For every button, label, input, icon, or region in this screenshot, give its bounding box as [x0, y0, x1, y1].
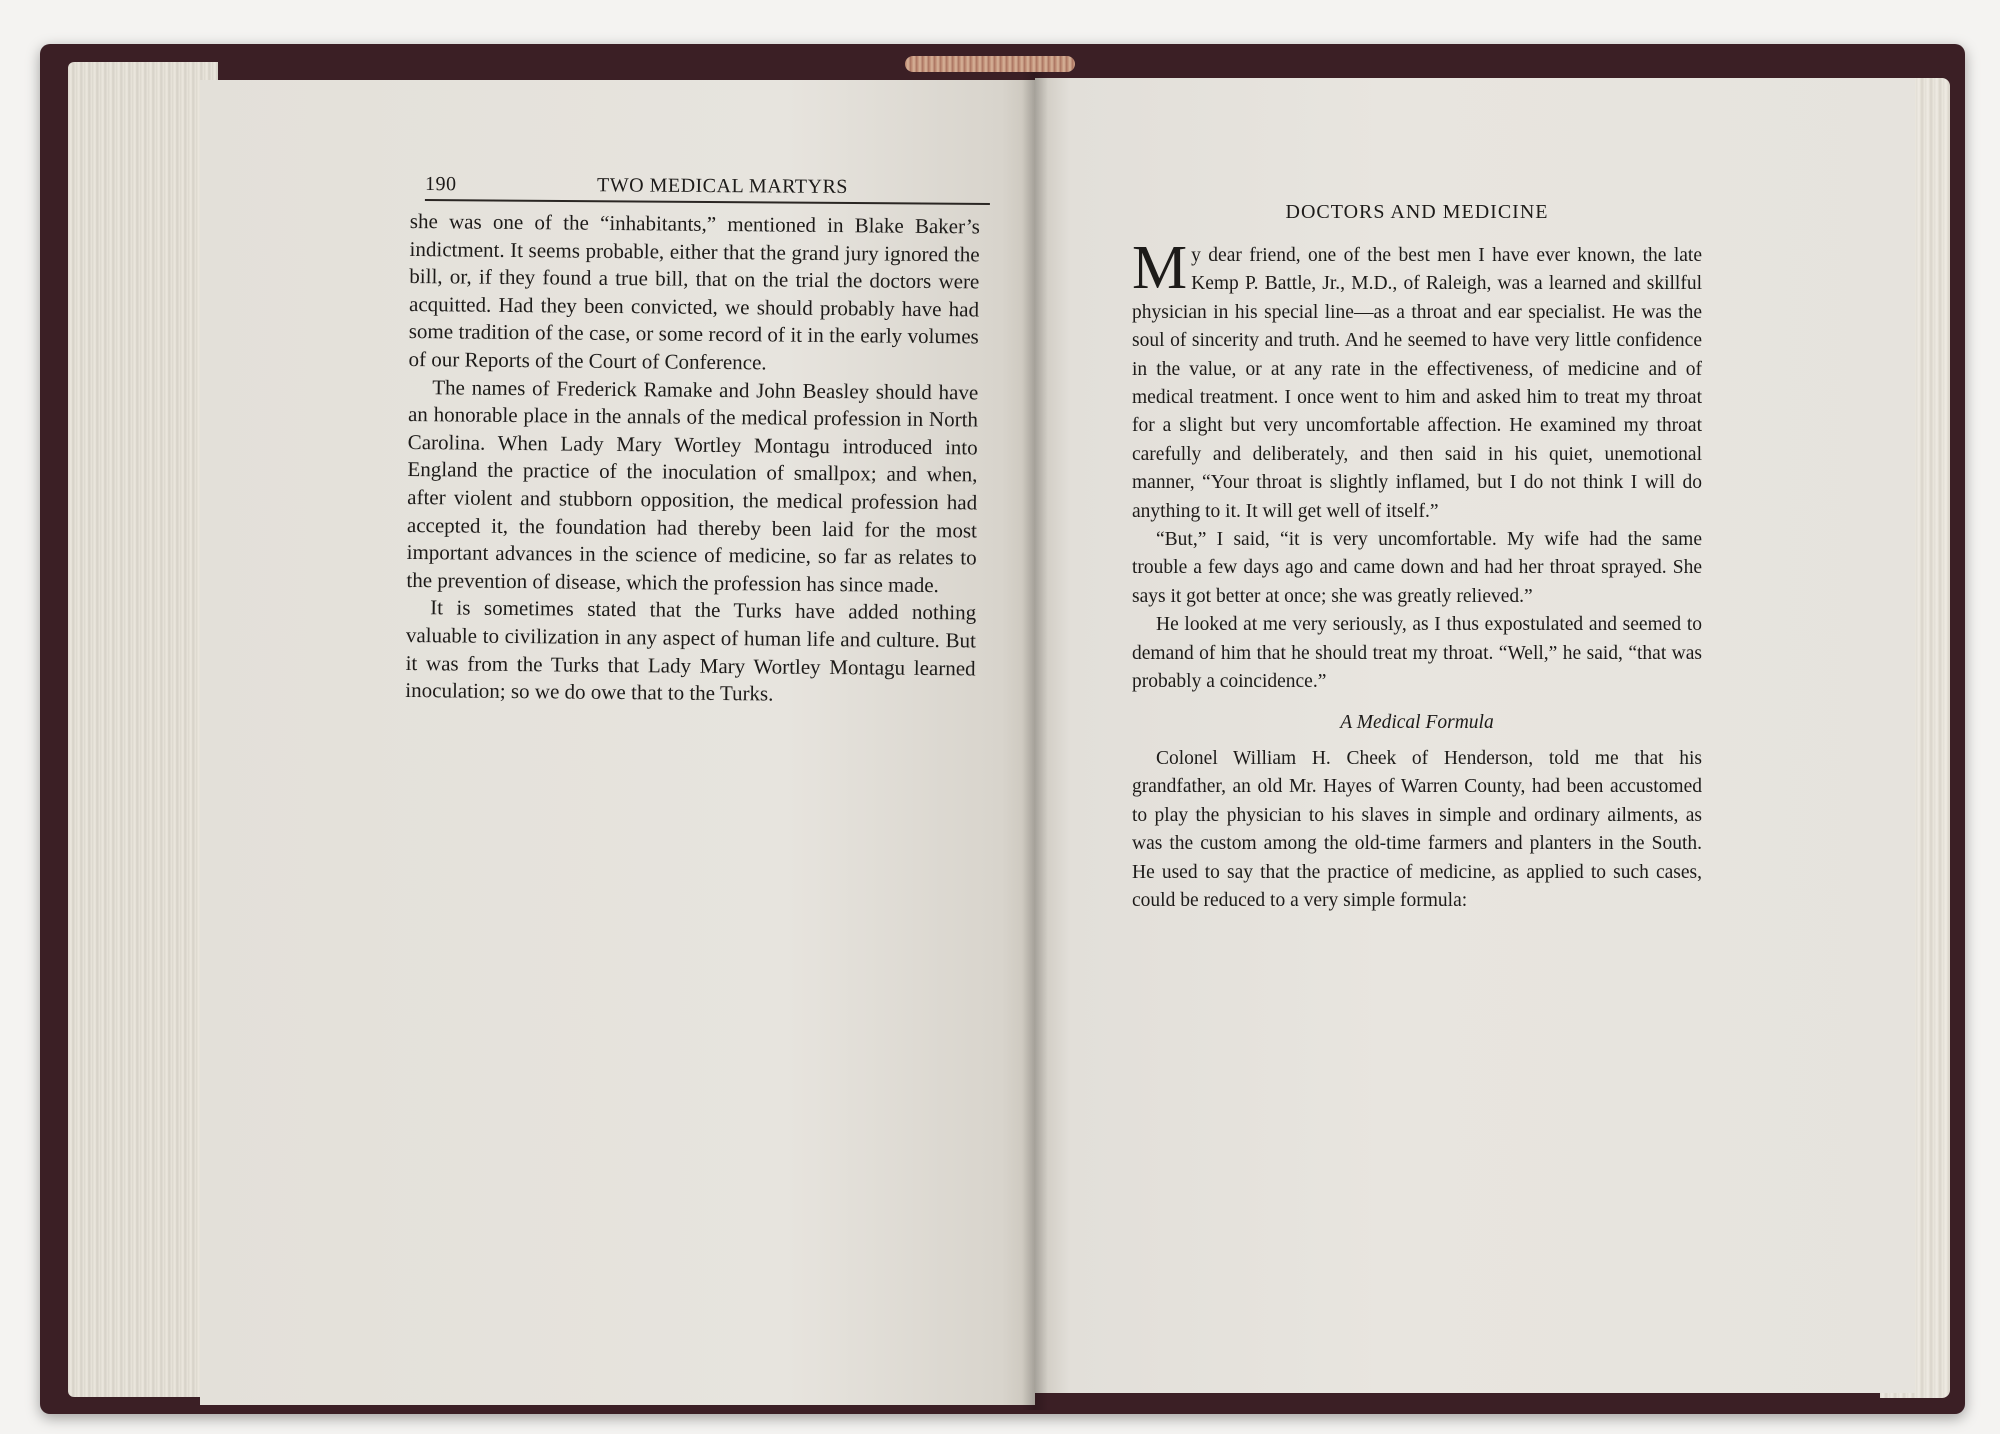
left-paragraph-2: The names of Frederick Ramake and John Beasley should have an honorable place in the annals of the medical profession in North Carolina. When Lady Mary Wortley Montagu introduced into England the practice of the inoculation of smallpox; and when, after violent and stubborn opposition, the medical profession had accepted it, the foundation had thereby been laid for the most important advances in the science of medicine, so far as relates to the prevention of disease, which the profession has since made.: [406, 374, 979, 597]
book-gutter: [1022, 70, 1048, 1410]
running-title: TWO MEDICAL MARTYRS: [596, 174, 849, 198]
left-page-body: [405, 208, 980, 710]
left-page-edges: [68, 62, 218, 1397]
right-paragraph-1-text: y dear friend, one of the best men I have ever known, the late Kemp P. Battle, Jr., M.D., of Raleigh, was a learned and skillful physician in his special line—as a throat and ear specialist. He was the soul of sincerity and truth. And he seemed to have very little confidence in the value, or at any rate in the effectiveness, of medicine and of medical treatment. I once went to him and asked him to treat my throat for a slight but very uncomfortable affection. He examined my throat carefully and deliberately, and then said in his quiet, unemotional manner, “Your throat is slightly inflamed, but I do not think I will do anything to it. It will get well of itself.”: [1132, 245, 1702, 522]
section-title: A Medical Formula: [1340, 711, 1494, 733]
right-paragraph-2: “But,” I said, “it is very uncomfortable. My wife had the same trouble a few days ago and came down and had her throat sprayed. She says it got better at once; she was greatly relieved.”: [1132, 529, 1702, 607]
book-headband: [905, 56, 1075, 72]
right-paragraph-1: [1132, 234, 1702, 526]
page-number: 190: [424, 173, 457, 196]
left-paragraph-1: she was one of the “inhabitants,” mentioned in Blake Baker’s indictment. It seems probable, either that the grand jury ignored the bill, or, if they found a true bill, that on the trial the doctors were acquitted. Had they been convicted, we should probably have had some tradition of the case, or some record of it in the early volumes of our Reports of the Court of Conference.: [408, 208, 980, 375]
running-head: [425, 173, 990, 205]
chapter-title: DOCTORS AND MEDICINE: [1285, 201, 1549, 223]
right-page-body: [1132, 198, 1702, 915]
left-page: [200, 80, 1035, 1405]
right-paragraph-4: Colonel William H. Cheek of Henderson, told me that his grandfather, an old Mr. Hayes of Warren County, had been accustomed to play the physician to his slaves in simple and ordinary ailments, as was the custom among the old-time farmers and planters in the South. He used to say that the practice of medicine, as applied to such cases, could be reduced to a very simple formula:: [1132, 747, 1702, 911]
right-page: [1035, 78, 1915, 1393]
left-paragraph-3: It is sometimes stated that the Turks have added nothing valuable to civilization in any aspect of human life and culture. But it was from the Turks that Lady Mary Wortley Montagu learned inoculation; so we do owe that to the Turks.: [405, 595, 977, 706]
right-paragraph-3: He looked at me very seriously, as I thus expostulated and seemed to demand of him that he should treat my throat. “Well,” he said, “that was probably a coincidence.”: [1132, 614, 1702, 693]
drop-cap: M: [1132, 234, 1188, 302]
